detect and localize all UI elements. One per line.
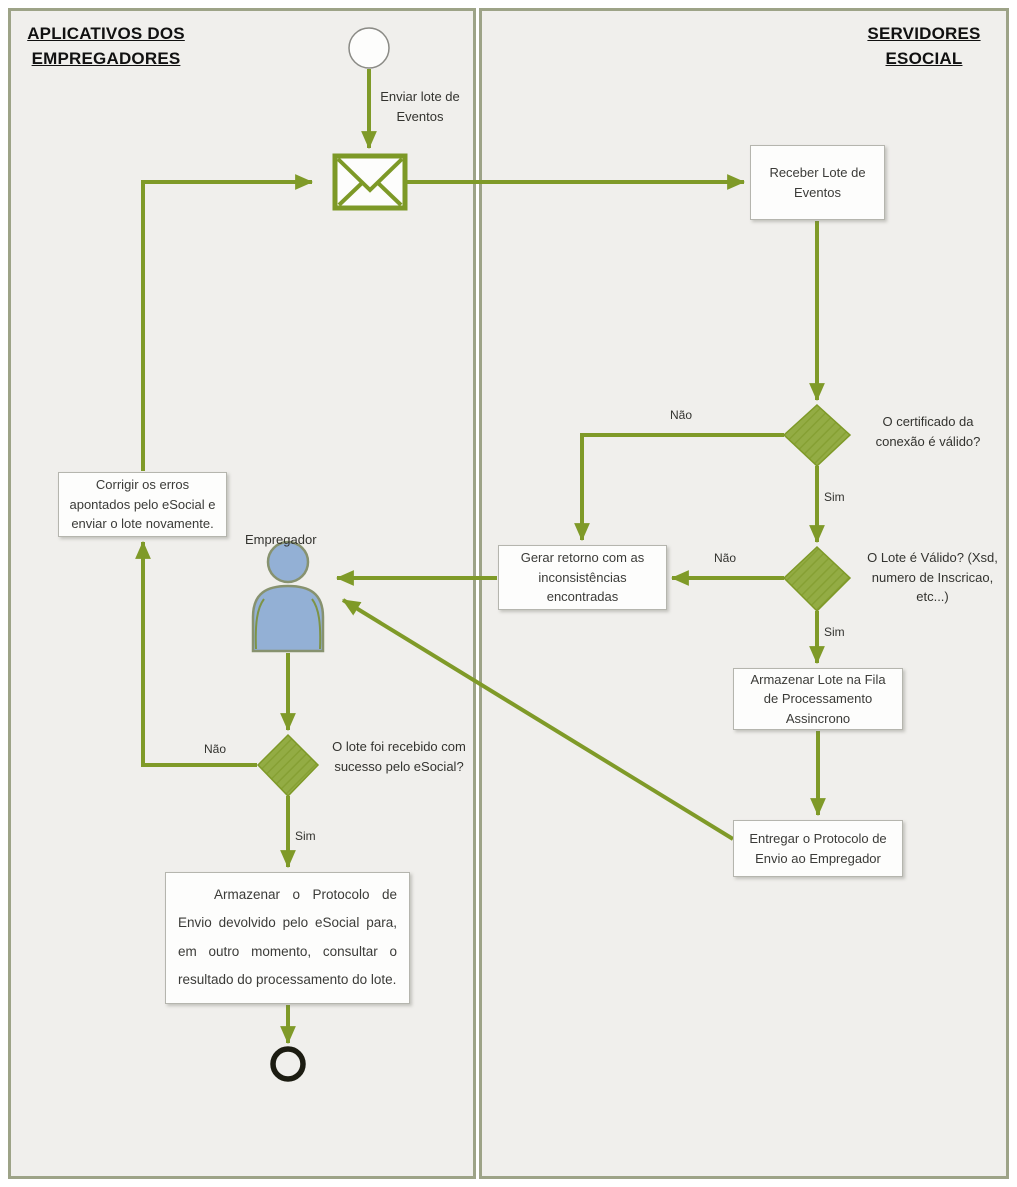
flow-entregar-to-empregador bbox=[343, 600, 733, 839]
flow-gateway1-nao bbox=[582, 435, 784, 540]
task-receber-lote: Receber Lote de Eventos bbox=[750, 145, 885, 220]
task-entregar-protocolo: Entregar o Protocolo de Envio ao Empregador bbox=[733, 820, 903, 877]
message-envelope-icon bbox=[335, 156, 405, 208]
label-gateway-certificado: O certificado da conexão é válido? bbox=[875, 414, 981, 449]
start-event-icon bbox=[349, 28, 389, 68]
edge-label-nao-certificado: Não bbox=[670, 408, 693, 422]
edge-label-nao-lote-valido: Não bbox=[714, 551, 737, 565]
lane-title-servidores: SERVIDORES ESOCIAL bbox=[867, 24, 981, 68]
task-armazenar-protocolo-text: Armazenar o Protocolo de Envio devolvido pelo eSocial para, em outro momento, consultar o resultado do processamento do lote. bbox=[178, 887, 397, 988]
label-enviar-lote: Enviar lote de Eventos bbox=[380, 89, 460, 124]
flow-corrigir-to-envelope bbox=[143, 182, 312, 471]
task-armazenar-protocolo bbox=[165, 872, 410, 1004]
task-armazenar-fila: Armazenar Lote na Fila de Processamento Assincrono bbox=[733, 668, 903, 730]
task-gerar-retorno: Gerar retorno com as inconsistências encontradas bbox=[498, 545, 667, 610]
gateway-lote-valido-diamond bbox=[784, 547, 850, 611]
gateway-lote-recebido-diamond bbox=[258, 735, 318, 796]
label-gateway-lote-valido: O Lote é Válido? (Xsd, numero de Inscricao, etc...) bbox=[867, 550, 998, 604]
edge-label-nao-lote-recebido: Não bbox=[204, 742, 227, 756]
lane-title-aplicativos: APLICATIVOS DOS EMPREGADORES bbox=[27, 24, 185, 68]
person-icon bbox=[253, 542, 323, 651]
end-event-icon bbox=[273, 1049, 303, 1079]
edge-label-sim-certificado: Sim bbox=[824, 490, 845, 504]
edge-label-sim-lote-valido: Sim bbox=[824, 625, 845, 639]
flow-gateway3-nao bbox=[143, 542, 257, 765]
gateway-certificado-diamond bbox=[784, 405, 850, 466]
task-corrigir-erros: Corrigir os erros apontados pelo eSocial e enviar o lote novamente. bbox=[58, 472, 227, 537]
label-empregador: Empregador bbox=[245, 532, 317, 547]
label-gateway-lote-recebido: O lote foi recebido com sucesso pelo eSocial? bbox=[332, 739, 466, 774]
edge-label-sim-lote-recebido: Sim bbox=[295, 829, 316, 843]
